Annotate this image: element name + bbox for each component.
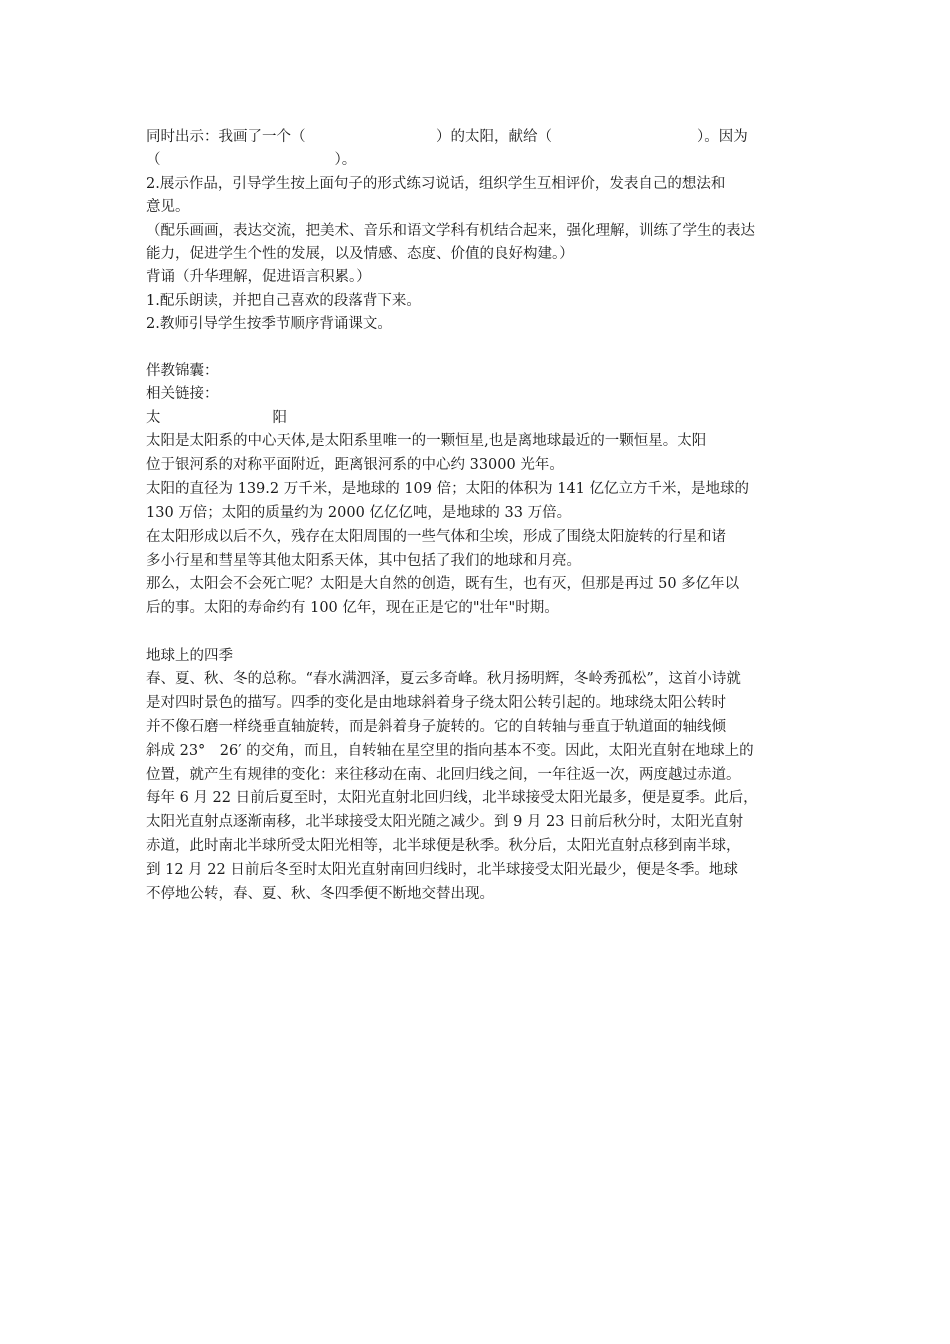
paragraph-line: 赤道，此时南北半球所受太阳光相等，北半球便是秋季。秋分后，太阳光直射点移到南半球， <box>146 838 741 855</box>
prompt-line-cont: （ ）。 <box>146 152 357 169</box>
sun-title <box>146 407 814 430</box>
document-body <box>146 126 814 907</box>
paragraph-line: 斜成 23° 26′ 的交角，而且，自转轴在星空里的指向基本不变。因此，太阳光直射在地球上的 <box>146 742 754 759</box>
sun-title-left: 太 <box>146 409 161 426</box>
paragraph-line: 春、夏、秋、冬的总称。“春水满泗泽，夏云多奇峰。秋月扬明辉，冬岭秀孤松”，这首小诗就 <box>146 670 741 687</box>
paragraph-line: 位置，就产生有规律的变化：来往移动在南、北回归线之间，一年往返一次，两度越过赤道。 <box>146 766 741 783</box>
paragraph-line: 不停地公转，春、夏、秋、冬四季便不断地交替出现。 <box>146 886 494 902</box>
paragraph-line: 后的事。太阳的寿命约有 100 亿年，现在正是它的"壮年"时期。 <box>146 600 559 617</box>
paragraph-line: 太阳是太阳系的中心天体,是太阳系里唯一的一颗恒星,也是离地球最近的一颗恒星。太阳 <box>146 433 707 450</box>
spacer <box>146 621 814 644</box>
sun-title-right: 阳 <box>272 409 287 426</box>
paragraph-line: 意见。 <box>146 199 190 216</box>
paragraph-line: 太阳的直径为 139.2 万千米，是地球的 109 倍；太阳的体积为 141 亿亿立方千米，是地球的 <box>146 480 750 497</box>
paragraph-line: 到 12 月 22 日前后冬至时太阳光直射南回归线时，北半球接受太阳光最少，便是冬季。地球 <box>146 862 738 879</box>
companion-heading: 伴教锦囊： <box>146 362 219 379</box>
list-item: 2.教师引导学生按季节顺序背诵课文。 <box>146 316 392 333</box>
list-item: 1.配乐朗读，并把自己喜欢的段落背下来。 <box>146 292 421 309</box>
paragraph-line: 能力，促进学生个性的发展，以及情感、态度、价值的良好构建。） <box>146 245 574 262</box>
paragraph-line: 每年 6 月 22 日前后夏至时，太阳光直射北回归线，北半球接受太阳光最多，便是夏季。此后， <box>146 790 758 807</box>
prompt-line <box>146 126 814 149</box>
paragraph-line: 多小行星和彗星等其他太阳系天体，其中包括了我们的地球和月亮。 <box>146 552 581 569</box>
seasons-title: 地球上的四季 <box>146 647 233 664</box>
paragraph-line: 并不像石磨一样绕垂直轴旋转，而是斜着身子旋转的。它的自转轴与垂直于轨道面的轴线倾 <box>146 718 726 735</box>
paragraph-line: 2.展示作品，引导学生按上面句子的形式练习说话，组织学生互相评价，发表自己的想法和 <box>146 175 726 192</box>
paragraph-line: 是对四时景色的描写。四季的变化是由地球斜着身子绕太阳公转引起的。地球绕太阳公转时 <box>146 694 726 711</box>
paragraph-line: 那么，太阳会不会死亡呢？太阳是大自然的创造，既有生，也有灭，但那是再过 50 多亿年以 <box>146 576 740 593</box>
paragraph-line: 130 万倍；太阳的质量约为 2000 亿亿亿吨，是地球的 33 万倍。 <box>146 504 572 521</box>
prompt-text: 同时出示：我画了一个（ ）的太阳，献给（ ）。因为 <box>146 129 748 145</box>
paragraph-line: 位于银河系的对称平面附近，距离银河系的中心约 33000 光年。 <box>146 456 564 473</box>
paragraph-line: 在太阳形成以后不久，残存在太阳周围的一些气体和尘埃，形成了围绕太阳旋转的行星和诸 <box>146 528 726 545</box>
paragraph-line: 太阳光直射点逐渐南移，北半球接受太阳光随之减少。到 9 月 23 日前后秋分时，太阳光直射 <box>146 814 744 831</box>
paragraph-line: （配乐画画，表达交流，把美术、音乐和语文学科有机结合起来，强化理解，训练了学生的表达 <box>146 222 755 239</box>
section-heading: 背诵（升华理解，促进语言积累。） <box>146 269 371 286</box>
spacer <box>146 337 814 360</box>
related-links-heading: 相关链接： <box>146 386 219 403</box>
